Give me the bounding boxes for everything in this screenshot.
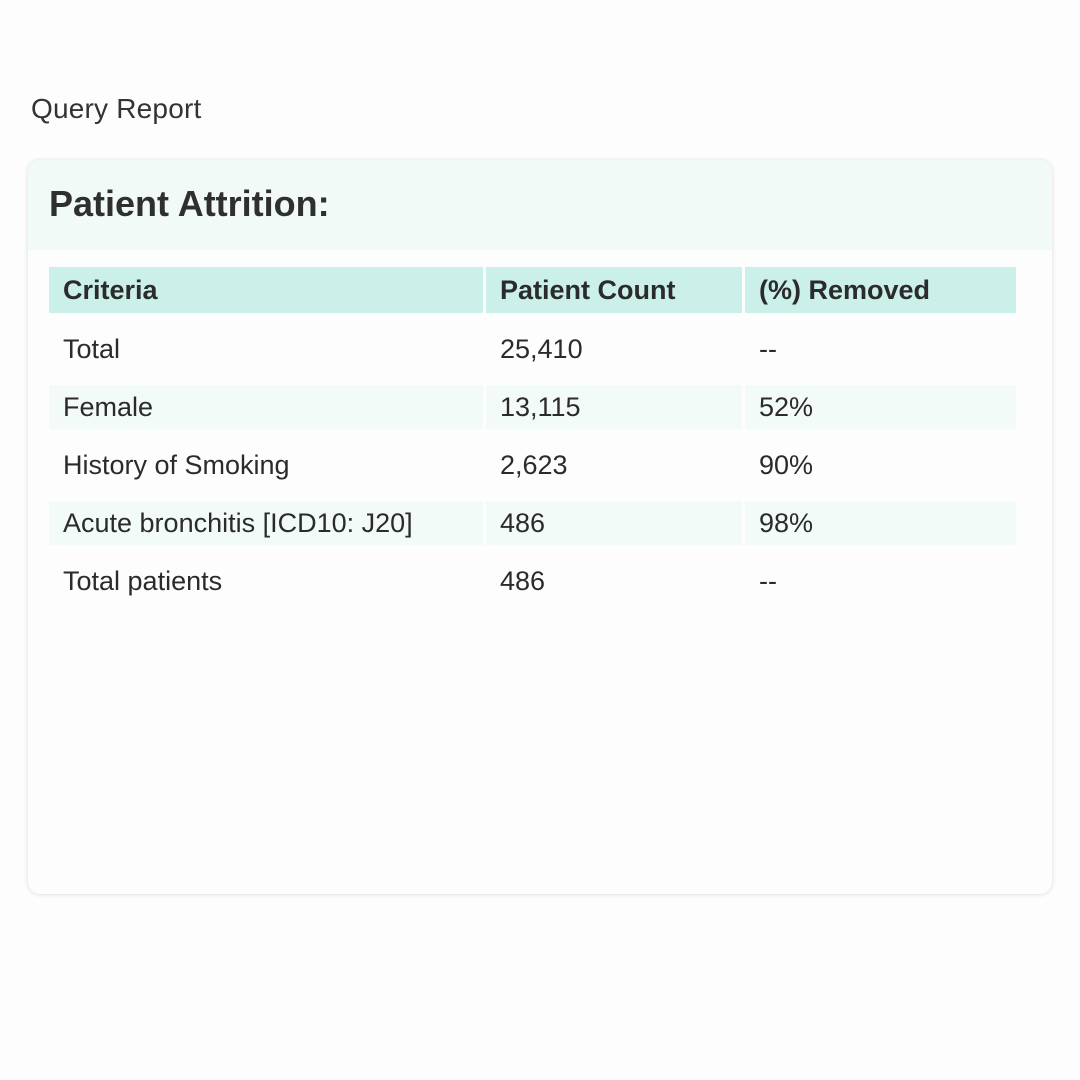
row-removed: -- (759, 333, 777, 364)
row-patient-count: 25,410 (500, 333, 583, 364)
table-row (49, 327, 1016, 371)
row-patient-count: 486 (486, 501, 742, 545)
column-header-patient-count: Patient Count (486, 267, 742, 313)
card-title: Patient Attrition: (49, 183, 330, 224)
page-label: Query Report (31, 93, 202, 124)
row-criteria: Total patients (63, 565, 223, 596)
attrition-table (46, 267, 1019, 603)
row-criteria: Acute bronchitis [ICD10: J20] (49, 501, 483, 545)
column-header-criteria: Criteria (49, 267, 483, 313)
table-row (49, 385, 1016, 429)
patient-attrition-card (28, 160, 1052, 894)
table-row (49, 443, 1016, 487)
row-patient-count: 2,623 (500, 449, 568, 480)
row-removed: 52% (745, 385, 1016, 429)
column-header-removed: (%) Removed (745, 267, 1016, 313)
row-removed: 90% (759, 449, 814, 480)
row-criteria: History of Smoking (63, 449, 290, 480)
row-removed: 98% (745, 501, 1016, 545)
row-patient-count: 486 (500, 565, 546, 596)
card-header (28, 160, 1052, 250)
row-criteria: Female (49, 385, 483, 429)
table-row (49, 501, 1016, 545)
row-removed: -- (759, 565, 777, 596)
row-criteria: Total (63, 333, 121, 364)
table-header-row (49, 267, 1016, 313)
table-row (49, 559, 1016, 603)
row-patient-count: 13,115 (486, 385, 742, 429)
